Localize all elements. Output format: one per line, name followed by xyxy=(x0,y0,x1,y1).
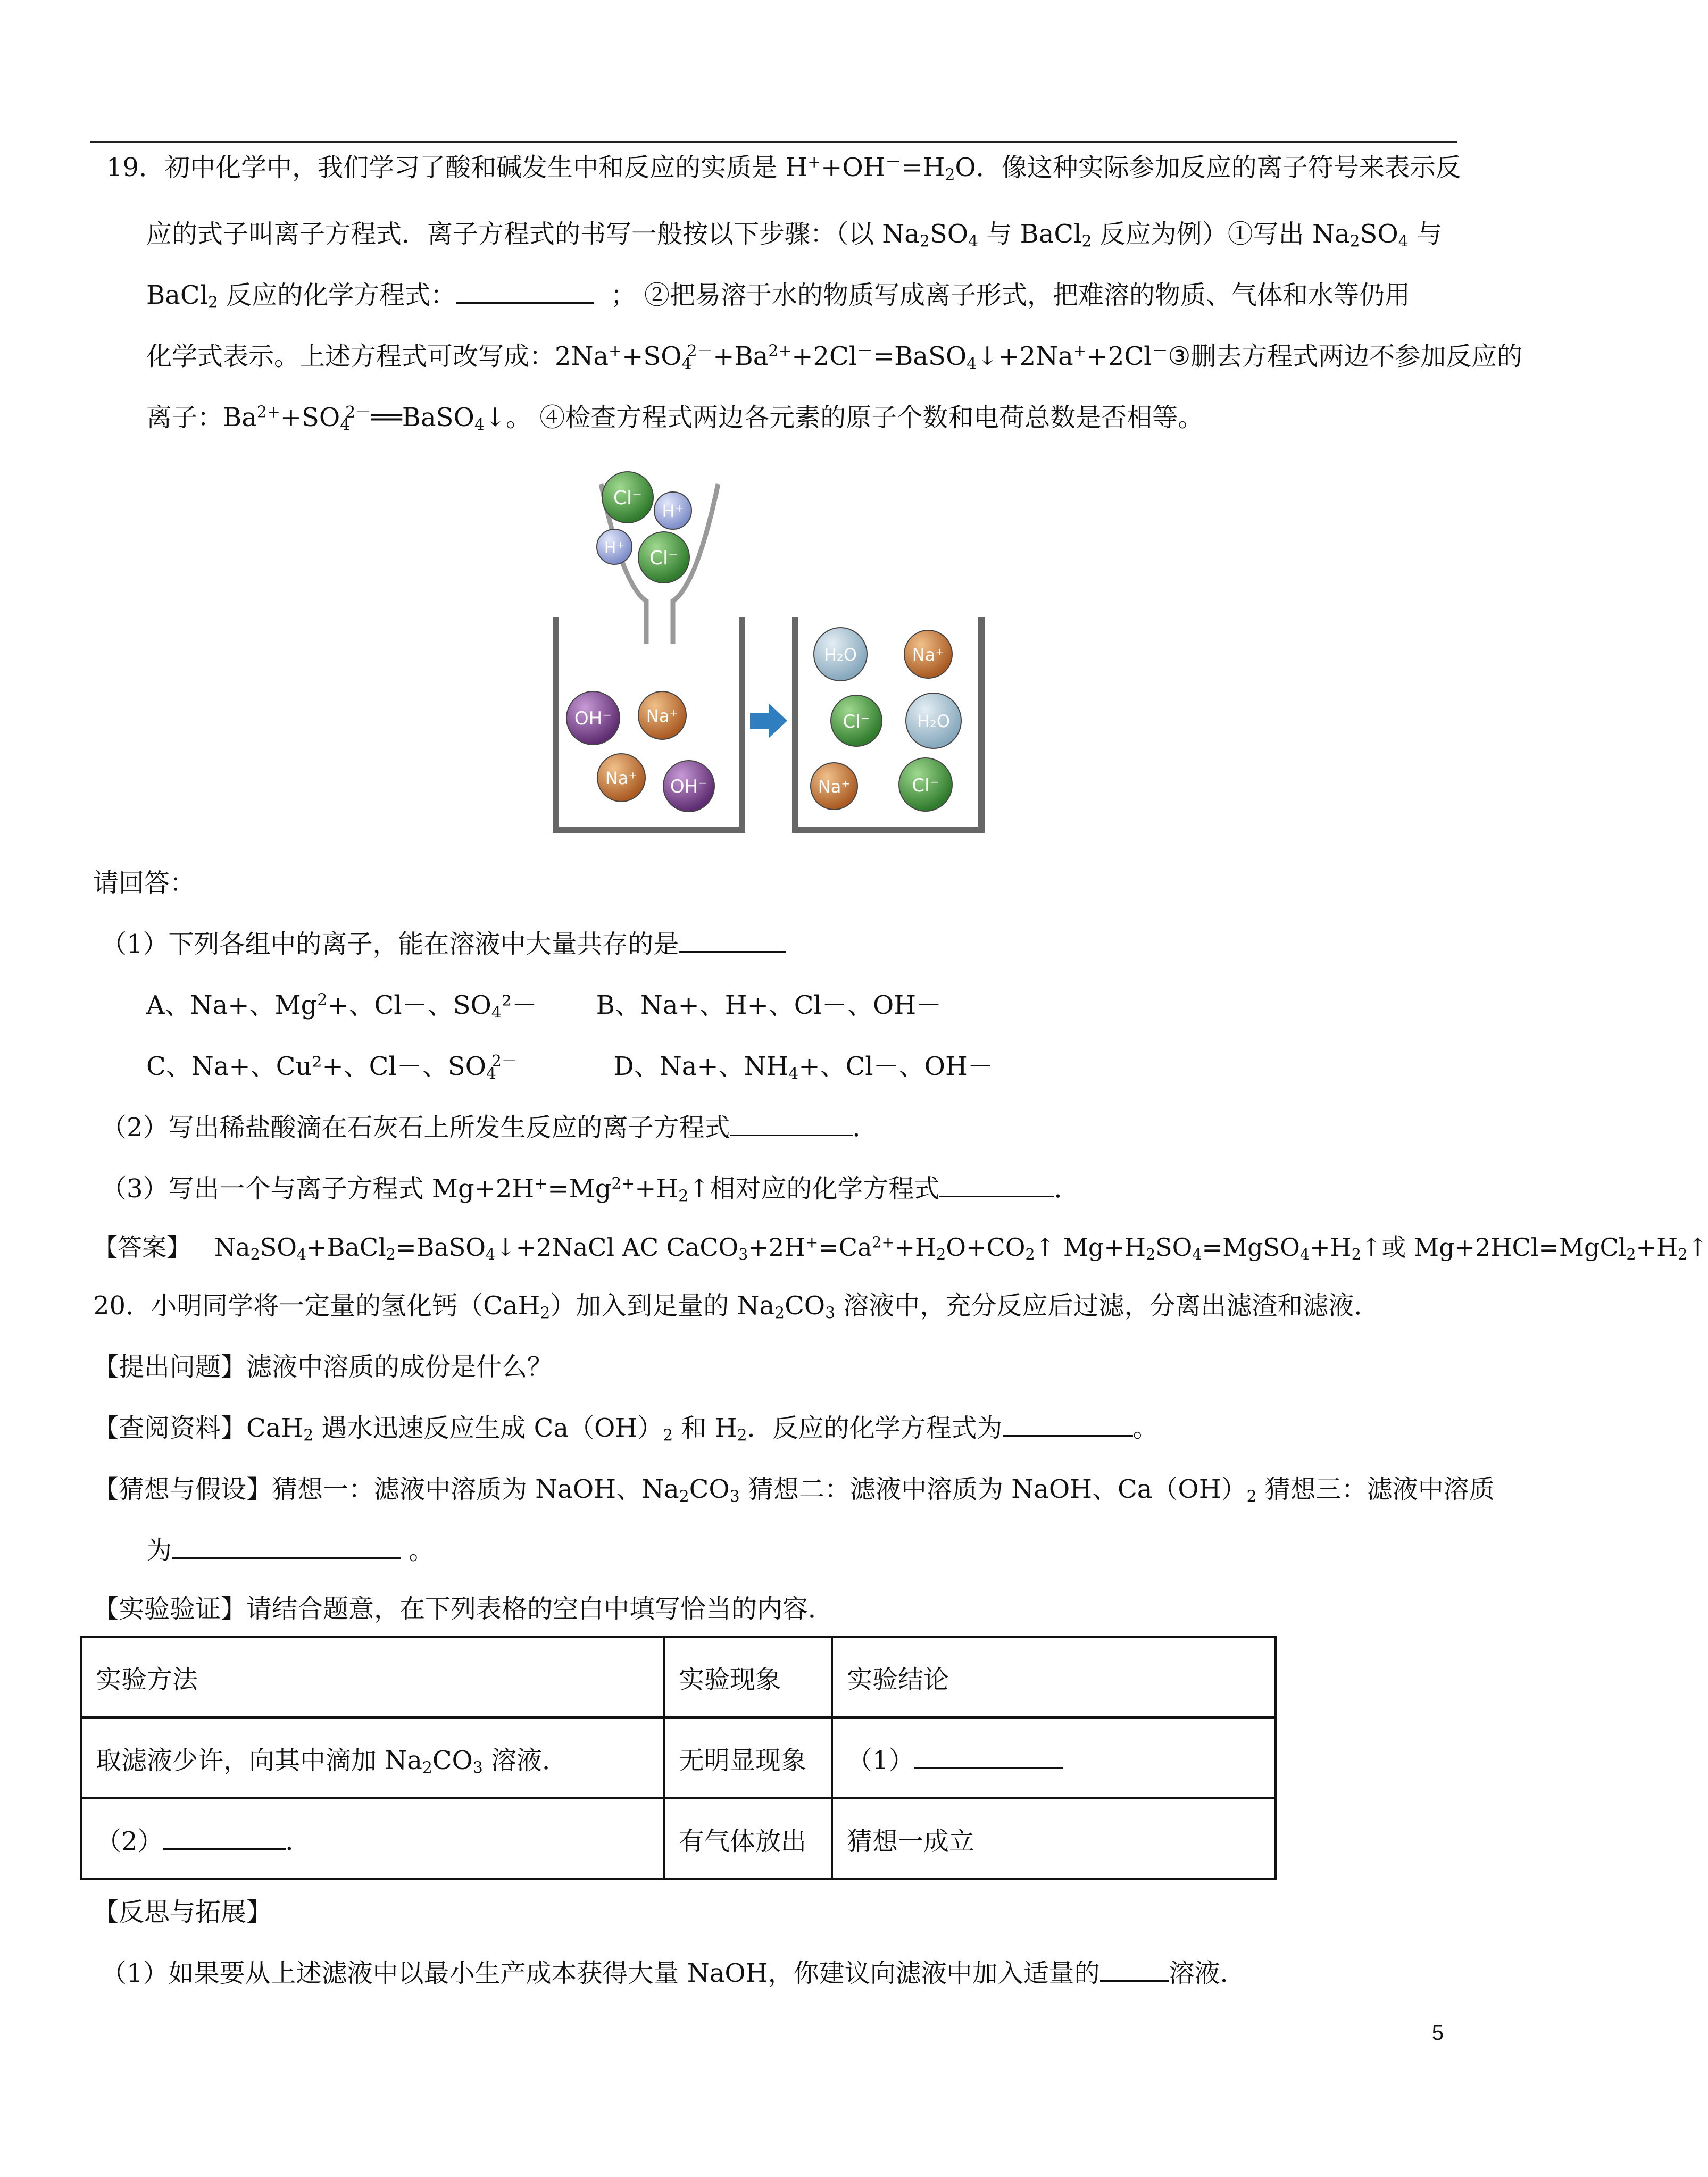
answer-blank[interactable] xyxy=(456,279,594,304)
section-label: 【提出问题】 xyxy=(93,1352,247,1382)
svg-text:Cl⁻: Cl⁻ xyxy=(613,487,643,509)
svg-text:Na⁺: Na⁺ xyxy=(605,768,638,788)
q19-answer: 【答案】 $Na_2SO_4+BaCl_2=BaSO_4↓+2NaCl$ AC $CaCO_3+2H^+=Ca^{2+}+H_2O+CO_2↑$ $Mg+H_2SO_4=MgSO_4+H_2↑$或 $Mg+2HCl=MgCl_2+H_2↑$ xyxy=(93,1233,1708,1264)
answer-blank[interactable] xyxy=(172,1534,401,1559)
svg-text:H₂O: H₂O xyxy=(823,645,857,665)
table-cell: （1） xyxy=(832,1717,1276,1798)
neutralization-figure xyxy=(543,463,995,835)
q20-hypothesis: 【猜想与假设】猜想一：滤液中溶质为 NaOH、$Na_2CO_3$ 猜想二：滤液中溶质为 NaOH、$Ca(OH)_2$ 猜想三：滤液中溶质 xyxy=(93,1474,1495,1506)
answer-blank[interactable] xyxy=(163,1825,286,1849)
option-c[interactable]: C、Na+、Cu²+、Cl－、$SO_4^{2-}$ xyxy=(146,1052,518,1083)
ion-na-icon xyxy=(638,691,686,739)
section-label: 【猜想与假设】 xyxy=(93,1474,272,1504)
ion-cl-icon xyxy=(638,532,689,583)
option-a[interactable]: A、Na+、$Mg^2+$、Cl－、$SO_4^2-$ xyxy=(146,990,538,1022)
svg-text:Na⁺: Na⁺ xyxy=(646,706,679,726)
q20-reflect-1: （1）如果要从上述滤液中以最小生产成本获得大量 NaOH，你建议向滤液中加入适量的 溶液． xyxy=(101,1957,1246,1989)
q20-question: 【提出问题】滤液中溶质的成份是什么？ xyxy=(93,1352,553,1382)
answer-label: 【答案】 xyxy=(93,1233,191,1262)
svg-text:Cl⁻: Cl⁻ xyxy=(912,775,939,796)
answer-prompt: 请回答： xyxy=(93,868,196,898)
option-d[interactable]: D、Na+、$NH_4+$、Cl－、OH－ xyxy=(613,1052,993,1083)
section-label: 【查阅资料】 xyxy=(93,1413,247,1444)
ion-na-icon xyxy=(904,630,952,678)
table-header: 实验结论 xyxy=(832,1637,1276,1717)
reaction-arrow-icon xyxy=(750,703,787,738)
svg-text:OH⁻: OH⁻ xyxy=(574,708,612,729)
page-number: 5 xyxy=(1431,2021,1444,2045)
q20-number: 20． xyxy=(93,1291,152,1321)
table-cell: 有气体放出 xyxy=(664,1798,832,1879)
q20-verify: 【实验验证】请结合题意，在下列表格的空白中填写恰当的内容． xyxy=(93,1594,834,1624)
answer-blank[interactable] xyxy=(1100,1957,1169,1982)
svg-text:H₂O: H₂O xyxy=(917,711,951,731)
ion-na-icon xyxy=(811,763,857,810)
table-header-row xyxy=(81,1637,1276,1717)
section-label: 【实验验证】 xyxy=(93,1594,247,1624)
answer-blank[interactable] xyxy=(730,1112,853,1136)
table-header: 实验方法 xyxy=(81,1637,664,1717)
q20-reflect-label: 【反思与拓展】 xyxy=(93,1897,272,1927)
q19-options-ab xyxy=(146,989,942,1021)
q19-line-2: 应的式子叫离子方程式．离子方程式的书写一般按以下步骤：（以 $Na_2SO_4$ 与 BaCl$_2$ 反应为例）①写出 $Na_2SO_4$ 与 xyxy=(146,219,1442,251)
ion-na-icon xyxy=(597,754,645,802)
svg-text:Cl⁻: Cl⁻ xyxy=(843,711,870,732)
molecule-h2o-icon xyxy=(814,628,867,681)
svg-text:Na⁺: Na⁺ xyxy=(818,777,851,797)
ion-oh-icon xyxy=(663,761,714,812)
svg-text:H⁺: H⁺ xyxy=(662,501,684,521)
answer-blank[interactable] xyxy=(914,1744,1063,1769)
ion-cl-icon xyxy=(602,472,653,523)
table-cell: 猜想一成立 xyxy=(832,1798,1276,1879)
ion-cl-icon xyxy=(831,695,882,746)
svg-text:Na⁺: Na⁺ xyxy=(912,645,945,665)
ion-h-icon xyxy=(597,529,632,564)
q19-line-3: BaCl$_2$ 反应的化学方程式： ； ②把易溶于水的物质写成离子形式，把难溶的物质、气体和水等仍用 xyxy=(146,279,1410,311)
table-row xyxy=(81,1717,1276,1798)
ion-oh-icon xyxy=(566,691,620,745)
ion-cl-icon xyxy=(899,758,952,811)
table-cell: 取滤液少许，向其中滴加 $Na_2CO_3$ 溶液． xyxy=(81,1717,664,1798)
answer-blank[interactable] xyxy=(1003,1412,1133,1437)
table-row xyxy=(81,1798,1276,1879)
ion-h-icon xyxy=(654,492,691,529)
answer-blank[interactable] xyxy=(679,928,786,953)
molecule-h2o-icon xyxy=(906,693,961,748)
svg-text:Cl⁻: Cl⁻ xyxy=(649,547,679,569)
q19-number: 19． xyxy=(106,153,165,182)
q19-options-cd xyxy=(146,1050,993,1082)
table-cell: 无明显现象 xyxy=(664,1717,832,1798)
q19-part-1: （1）下列各组中的离子，能在溶液中大量共存的是 xyxy=(101,928,786,960)
table-header: 实验现象 xyxy=(664,1637,832,1717)
q20-hypothesis-cont: 为 。 xyxy=(146,1534,434,1566)
svg-text:H⁺: H⁺ xyxy=(604,539,625,557)
q19-line-1: 19．初中化学中，我们学习了酸和碱发生中和反应的实质是 $H^++OH^-=H_2O$．像这种实际参加反应的离子符号来表示反 xyxy=(106,153,1461,185)
header-rule xyxy=(90,141,1457,143)
q19-part-3: （3）写出一个与离子方程式 $Mg+2H^+=Mg^{2+}+H_2↑$相对应的化学方程式 ． xyxy=(101,1173,1079,1205)
q20-line-1: 20．小明同学将一定量的氢化钙（CaH$_2$）加入到足量的 $Na_2CO_3$ 溶液中，充分反应后过滤，分离出滤渣和滤液． xyxy=(93,1291,1380,1323)
answer-blank[interactable] xyxy=(939,1173,1054,1197)
q20-reference: 【查阅资料】CaH$_2$ 遇水迅速反应生成 $Ca(OH)_2$ 和 $H_2$．反应的化学方程式为 。 xyxy=(93,1412,1159,1444)
table-cell: （2） ． xyxy=(81,1798,664,1879)
q19-part-2: （2）写出稀盐酸滴在石灰石上所发生反应的离子方程式 ． xyxy=(101,1112,878,1144)
experiment-table xyxy=(80,1636,1277,1880)
q19-line-5: 离子：$Ba^{2+}+SO_4^{2-}══BaSO_4↓$。 ④检查方程式两边各元素的原子个数和电荷总数是否相等。 xyxy=(146,403,1204,435)
option-b[interactable]: B、Na+、H+、Cl－、OH－ xyxy=(596,990,942,1020)
svg-text:OH⁻: OH⁻ xyxy=(670,776,708,797)
q19-line-4: 化学式表示。上述方程式可改写成：$2Na^++SO_4^{2-}+Ba^{2+}+2Cl^-=BaSO_4↓+2Na^++2Cl^-③$删去方程式两边不参加反应的 xyxy=(146,341,1523,373)
